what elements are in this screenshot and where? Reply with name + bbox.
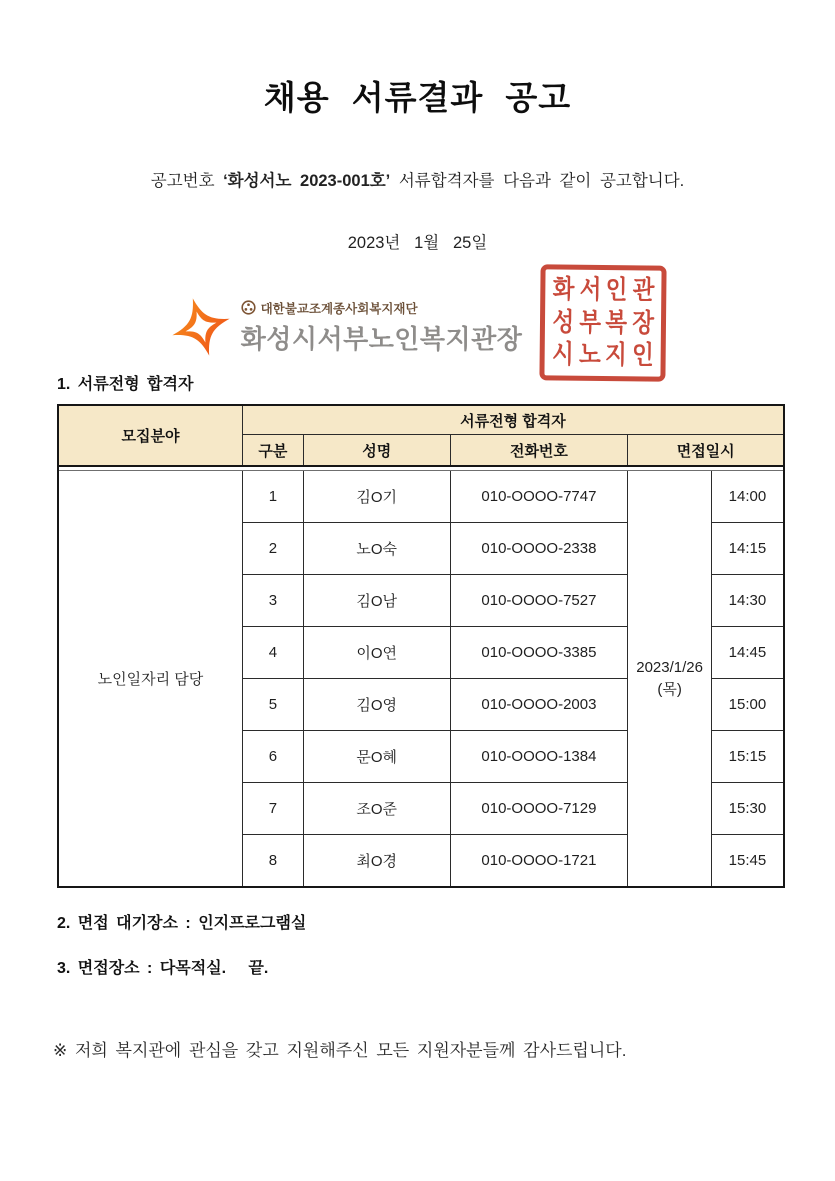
organization-text bbox=[241, 299, 523, 356]
seal-char: 장 bbox=[632, 307, 655, 338]
header-col-no: 구분 bbox=[242, 435, 303, 467]
header-recruit-field: 모집분야 bbox=[58, 405, 242, 466]
row-phone-cell: 010-OOOO-1721 bbox=[450, 835, 628, 888]
section-2-text: 2. 면접 대기장소 : 인지프로그램실 bbox=[57, 915, 307, 932]
interview-date-cell bbox=[628, 471, 711, 888]
seal-char: 화 bbox=[552, 274, 575, 305]
row-no-cell: 3 bbox=[242, 575, 303, 627]
section-1-heading: 1. 서류전형 합격자 bbox=[57, 376, 194, 393]
row-name-cell: 김O남 bbox=[303, 575, 450, 627]
seal-char: 지 bbox=[605, 340, 628, 371]
notice-line bbox=[0, 167, 835, 191]
row-phone-cell: 010-OOOO-7129 bbox=[450, 783, 628, 835]
row-time-cell: 14:15 bbox=[711, 523, 784, 575]
notice-prefix: 공고번호 bbox=[150, 172, 224, 190]
row-phone-cell: 010-OOOO-3385 bbox=[450, 627, 628, 679]
row-no-cell: 2 bbox=[242, 523, 303, 575]
row-no-cell: 5 bbox=[242, 679, 303, 731]
row-phone-cell: 010-OOOO-7747 bbox=[450, 471, 628, 523]
row-phone-cell: 010-OOOO-2003 bbox=[450, 679, 628, 731]
row-time-cell: 14:45 bbox=[711, 627, 784, 679]
interview-day: (목) bbox=[657, 680, 682, 698]
row-no-cell: 4 bbox=[242, 627, 303, 679]
field-value-cell: 노인일자리 담당 bbox=[58, 471, 242, 888]
row-name-cell: 이O연 bbox=[303, 627, 450, 679]
row-time-cell: 14:30 bbox=[711, 575, 784, 627]
row-phone-cell: 010-OOOO-7527 bbox=[450, 575, 628, 627]
row-name-cell: 문O혜 bbox=[303, 731, 450, 783]
organization-name: 화성시서부노인복지관장 bbox=[240, 323, 523, 354]
interview-date: 2023/1/26 bbox=[636, 658, 703, 676]
seal-char: 인 bbox=[631, 340, 654, 371]
seal-char: 노 bbox=[578, 340, 601, 370]
organization-block bbox=[0, 267, 835, 387]
row-time-cell: 15:15 bbox=[711, 731, 784, 783]
star-logo-icon bbox=[169, 296, 233, 358]
row-time-cell: 14:00 bbox=[711, 471, 784, 523]
row-time-cell: 15:45 bbox=[711, 835, 784, 888]
row-name-cell: 김O영 bbox=[303, 679, 450, 731]
notice-suffix: 서류합격자를 다음과 같이 공고합니다. bbox=[390, 172, 685, 190]
row-no-cell: 8 bbox=[242, 835, 303, 888]
seal-char: 복 bbox=[605, 307, 628, 338]
row-phone-cell: 010-OOOO-2338 bbox=[450, 523, 628, 575]
row-no-cell: 1 bbox=[242, 471, 303, 523]
seal-char: 서 bbox=[579, 274, 602, 305]
row-time-cell: 15:30 bbox=[711, 783, 784, 835]
seal-char: 부 bbox=[579, 307, 602, 338]
section-3-text: 3. 면접장소 : 다목적실. 끝. bbox=[57, 960, 269, 977]
row-phone-cell: 010-OOOO-1384 bbox=[450, 731, 628, 783]
header-col-interview: 면접일시 bbox=[628, 435, 784, 467]
page-title: 채용 서류결과 공고 bbox=[263, 79, 572, 116]
row-name-cell: 김O기 bbox=[303, 471, 450, 523]
row-name-cell: 노O숙 bbox=[303, 523, 450, 575]
emblem-icon bbox=[241, 300, 256, 315]
row-name-cell: 최O경 bbox=[303, 835, 450, 888]
row-name-cell: 조O준 bbox=[303, 783, 450, 835]
seal-char: 시 bbox=[552, 339, 575, 370]
parent-org-line bbox=[241, 299, 523, 317]
seal-char: 성 bbox=[552, 307, 575, 337]
row-no-cell: 6 bbox=[242, 731, 303, 783]
row-no-cell: 7 bbox=[242, 783, 303, 835]
seal-char: 관 bbox=[632, 275, 655, 306]
row-time-cell: 15:00 bbox=[711, 679, 784, 731]
header-col-phone: 전화번호 bbox=[450, 435, 628, 467]
parent-org-name: 대한불교조계종사회복지재단 bbox=[260, 301, 418, 316]
date-line: 2023년 1월 25일 bbox=[347, 234, 488, 252]
notice-number: ‘화성서노 2023-001호’ bbox=[223, 172, 391, 190]
thanks-note: ※ 저희 복지관에 관심을 갖고 지원해주신 모든 지원자분들께 감사드립니다. bbox=[53, 1041, 627, 1060]
pass-roster-table bbox=[57, 404, 785, 888]
header-pass-group: 서류전형 합격자 bbox=[242, 405, 784, 435]
seal-char: 인 bbox=[605, 275, 628, 305]
table-row bbox=[58, 471, 784, 523]
header-col-name: 성명 bbox=[303, 435, 450, 467]
official-seal-stamp bbox=[540, 264, 667, 381]
